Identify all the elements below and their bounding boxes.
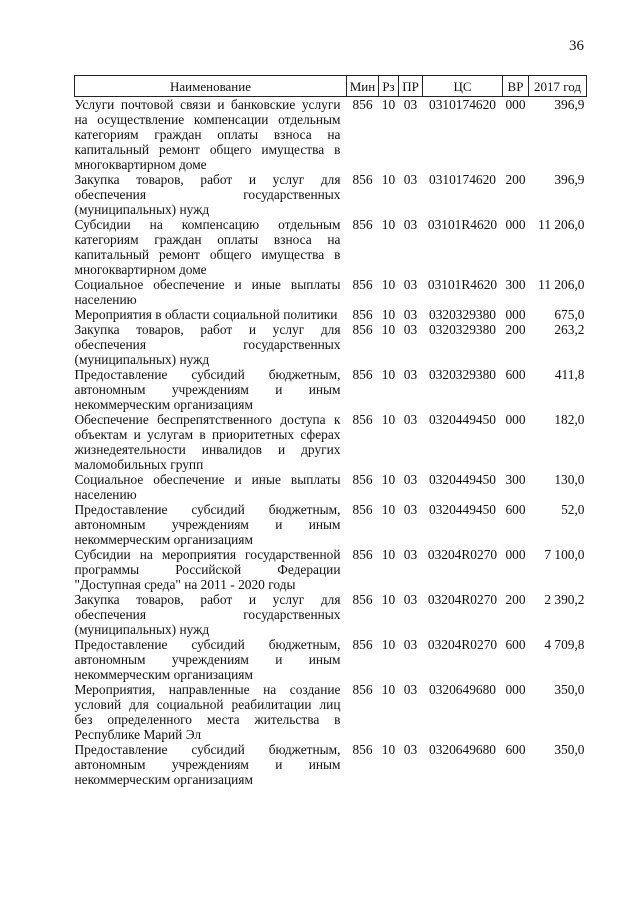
- cell-pr: 03: [403, 742, 418, 757]
- cell-name: Закупка товаров, работ и услуг для обеспечения государственных (муниципальных) нужд: [74, 592, 341, 637]
- cell-vr: 300: [505, 277, 526, 292]
- table-row: [75, 592, 587, 637]
- cell-name: Предоставление субсидий бюджетным, автономным учреждениям и иным некоммерческим организациям: [74, 502, 341, 547]
- cell-cs: 03204R0270: [427, 547, 498, 562]
- cell-min: 856: [352, 682, 373, 697]
- cell-pr: 03: [403, 547, 418, 562]
- table-row: [75, 547, 587, 592]
- cell-cs: 0320329380: [429, 367, 496, 382]
- cell-min: 856: [352, 412, 373, 427]
- cell-name: Обеспечение беспрепятственного доступа к объектам и услугам в приоритетных сферах жизнедеятельности инвалидов и других маломобильных групп: [74, 412, 341, 472]
- cell-pr: 03: [403, 637, 418, 652]
- cell-cs: 03101R4620: [427, 277, 498, 292]
- cell-vr: 300: [505, 472, 526, 487]
- cell-name: Предоставление субсидий бюджетным, автономным учреждениям и иным некоммерческим организациям: [74, 367, 341, 412]
- cell-rz: 10: [381, 412, 396, 427]
- table-row: [75, 97, 587, 173]
- table-row: [75, 682, 587, 742]
- table-row: [75, 277, 587, 307]
- cell-sum: 2 390,2: [544, 592, 585, 607]
- cell-cs: 0320329380: [429, 307, 496, 322]
- cell-name: Мероприятия в области социальной политики: [74, 307, 338, 322]
- cell-name: Закупка товаров, работ и услуг для обеспечения государственных (муниципальных) нужд: [74, 172, 341, 217]
- cell-rz: 10: [381, 97, 396, 112]
- cell-vr: 600: [505, 637, 526, 652]
- table-row: [75, 172, 587, 217]
- table-row: [75, 367, 587, 412]
- cell-sum: 350,0: [554, 742, 585, 757]
- cell-rz: 10: [381, 217, 396, 232]
- cell-sum: 396,9: [554, 97, 585, 112]
- cell-cs: 0320449450: [429, 502, 496, 517]
- cell-min: 856: [352, 172, 373, 187]
- cell-rz: 10: [381, 502, 396, 517]
- cell-vr: 000: [505, 412, 526, 427]
- cell-min: 856: [352, 217, 373, 232]
- cell-sum: 130,0: [554, 472, 585, 487]
- cell-cs: 0310174620: [429, 97, 496, 112]
- cell-sum: 4 709,8: [544, 637, 585, 652]
- cell-rz: 10: [381, 592, 396, 607]
- cell-min: 856: [352, 307, 373, 322]
- cell-name: Мероприятия, направленные на создание условий для социальной реабилитации лиц без определенного места жительства в Республике Марий Эл: [74, 682, 341, 742]
- column-header-year: 2017 год: [529, 76, 587, 97]
- cell-cs: 03204R0270: [427, 592, 498, 607]
- cell-rz: 10: [381, 172, 396, 187]
- column-header-cs: ЦС: [423, 76, 503, 97]
- table-row: [75, 637, 587, 682]
- column-header-vr: ВР: [503, 76, 529, 97]
- cell-vr: 000: [505, 307, 526, 322]
- table-body: [75, 97, 587, 788]
- column-header-rz: Рз: [379, 76, 399, 97]
- cell-vr: 000: [505, 97, 526, 112]
- cell-sum: 7 100,0: [544, 547, 585, 562]
- cell-pr: 03: [403, 217, 418, 232]
- cell-vr: 600: [505, 742, 526, 757]
- cell-pr: 03: [403, 97, 418, 112]
- cell-pr: 03: [403, 172, 418, 187]
- cell-min: 856: [352, 472, 373, 487]
- cell-min: 856: [352, 502, 373, 517]
- table-row: [75, 412, 587, 472]
- cell-min: 856: [352, 322, 373, 337]
- column-header-min: Мин: [347, 76, 379, 97]
- cell-rz: 10: [381, 367, 396, 382]
- cell-pr: 03: [403, 322, 418, 337]
- cell-cs: 03101R4620: [427, 217, 498, 232]
- cell-pr: 03: [403, 502, 418, 517]
- cell-vr: 000: [505, 217, 526, 232]
- cell-name: Субсидии на мероприятия государственной программы Российской Федерации "Доступная среда" на 2011 - 2020 годы: [74, 547, 341, 592]
- cell-vr: 200: [505, 322, 526, 337]
- cell-vr: 600: [505, 502, 526, 517]
- cell-rz: 10: [381, 307, 396, 322]
- cell-rz: 10: [381, 322, 396, 337]
- cell-min: 856: [352, 367, 373, 382]
- column-header-name: Наименование: [75, 76, 347, 97]
- cell-sum: 182,0: [554, 412, 585, 427]
- cell-rz: 10: [381, 277, 396, 292]
- table-row: [75, 502, 587, 547]
- cell-pr: 03: [403, 412, 418, 427]
- cell-cs: 0320449450: [429, 472, 496, 487]
- cell-pr: 03: [403, 682, 418, 697]
- cell-vr: 000: [505, 547, 526, 562]
- cell-name: Услуги почтовой связи и банковские услуги на осуществление компенсации отдельным категориям граждан оплаты взноса на капитальный ремонт общего имущества в многоквартирном доме: [74, 97, 341, 172]
- table-row: [75, 742, 587, 787]
- cell-cs: 0320649680: [429, 742, 496, 757]
- table-row: [75, 472, 587, 502]
- budget-table: [74, 75, 587, 787]
- table-header: [75, 76, 587, 97]
- cell-min: 856: [352, 97, 373, 112]
- cell-rz: 10: [381, 547, 396, 562]
- cell-sum: 396,9: [554, 172, 585, 187]
- cell-min: 856: [352, 742, 373, 757]
- cell-rz: 10: [381, 637, 396, 652]
- page-number: 36: [569, 38, 584, 54]
- cell-name: Социальное обеспечение и иные выплаты населению: [74, 472, 341, 502]
- table-row: [75, 307, 587, 322]
- cell-pr: 03: [403, 307, 418, 322]
- cell-sum: 11 206,0: [538, 277, 585, 292]
- cell-sum: 350,0: [554, 682, 585, 697]
- cell-min: 856: [352, 592, 373, 607]
- cell-sum: 675,0: [554, 307, 585, 322]
- cell-cs: 0320329380: [429, 322, 496, 337]
- cell-sum: 11 206,0: [538, 217, 585, 232]
- cell-min: 856: [352, 277, 373, 292]
- cell-sum: 411,8: [554, 367, 585, 382]
- cell-cs: 0320449450: [429, 412, 496, 427]
- cell-pr: 03: [403, 277, 418, 292]
- cell-pr: 03: [403, 472, 418, 487]
- cell-cs: 0310174620: [429, 172, 496, 187]
- cell-vr: 200: [505, 172, 526, 187]
- cell-sum: 263,2: [554, 322, 585, 337]
- cell-vr: 200: [505, 592, 526, 607]
- cell-min: 856: [352, 637, 373, 652]
- cell-min: 856: [352, 547, 373, 562]
- cell-name: Социальное обеспечение и иные выплаты населению: [74, 277, 341, 307]
- cell-name: Предоставление субсидий бюджетным, автономным учреждениям и иным некоммерческим организациям: [74, 742, 341, 787]
- cell-rz: 10: [381, 742, 396, 757]
- cell-vr: 000: [505, 682, 526, 697]
- cell-rz: 10: [381, 472, 396, 487]
- table-row: [75, 322, 587, 367]
- cell-cs: 03204R0270: [427, 637, 498, 652]
- cell-name: Предоставление субсидий бюджетным, автономным учреждениям и иным некоммерческим организациям: [74, 637, 341, 682]
- cell-name: Закупка товаров, работ и услуг для обеспечения государственных (муниципальных) нужд: [74, 322, 341, 367]
- column-header-pr: ПР: [399, 76, 423, 97]
- cell-vr: 600: [505, 367, 526, 382]
- cell-name: Субсидии на компенсацию отдельным категориям граждан оплаты взноса на капитальный ремонт общего имущества в многоквартирном доме: [74, 217, 341, 277]
- table-row: [75, 217, 587, 277]
- cell-cs: 0320649680: [429, 682, 496, 697]
- cell-pr: 03: [403, 367, 418, 382]
- cell-sum: 52,0: [561, 502, 585, 517]
- cell-rz: 10: [381, 682, 396, 697]
- cell-pr: 03: [403, 592, 418, 607]
